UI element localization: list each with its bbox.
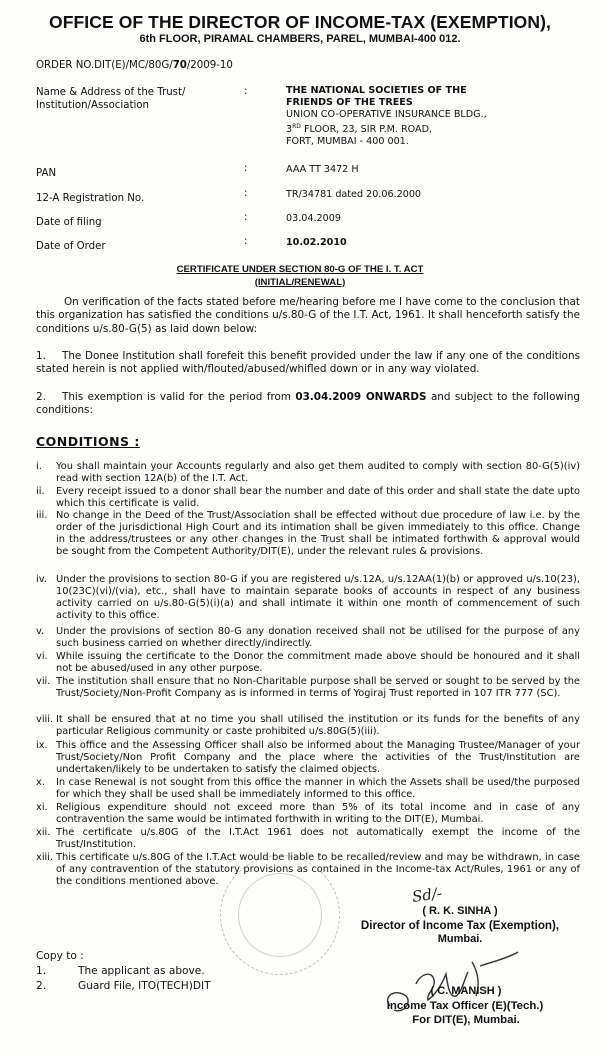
condition-item: ix. This office and the Assessing Officer shall also be informed about the Managing Trustee/Manager of your Trust/Society/Non Profit Company and the place where the activities of the Trust/Institution are undertaken/likely to be undertaken to satisfy the claimed objects. xyxy=(36,740,580,776)
conditions-heading: CONDITIONS : xyxy=(36,434,140,449)
filing-date-value: 03.04.2009 xyxy=(286,213,341,224)
income-tax-certificate: OFFICE OF THE DIRECTOR OF INCOME-TAX (EXEMPTION), 6th FLOOR, PIRAMAL CHAMBERS, PAREL, MUMBAI-400 012. ORDER NO.DIT(E)/MC/80G/70/2009-10 Name & Address of the Trust/ Institution/Association : THE NATIONAL SOCIETIES OF THE FRIENDS OF THE TREES UNION CO-OPERATIVE INSURANCE BLDG., 3RD FLOOR, 23, SIR P.M. ROAD, FORT, MUMBAI - 400 001. PAN : AAA TT 3472 H 12-A Registration No. : TR/34781 dated 20.06.2000 Date of filing : 03.04.2009 Date of Order : 10.02.2010 CERTIFICATE UNDER SECTION 80-G OF THE I. T. ACT (INITIAL/RENEWAL) On verification of the facts stated before me/hearing before me I have come to the conclusion that this organization has satisfied the conditions u/s.80-G of the I.T. Act, 1961. It shall henceforth satisfy the conditions u/s.80-G(5) as laid down below: 1. The Donee Institution shall forefeit this benefit provided under the law if any one of the conditions stated herein is not applied with/flouted/abused/whifled down or in any way violated. 2. This exemption is valid for the period from 03.04.2009 ONWARDS and subject to the following conditions: CONDITIONS : i. You shall maintain your Accounts regularly and also get them audited to comply with section 80-G(5)(iv) read with section 12A(b) of the I.T. Act. ii. Every receipt issued to a donor shall bear the number and date of this order and shall state the date upto which this certificate is valid. iii. No change in the Deed of the Trust/Association shall be effected without due procedure of law i.e. by the order of the jurisdictional High Court and its intimation shall be given immediately to this office. Change in the address/trustees or any other changes in the Trust shall be intimated forthwith & approval would be sought from the Competent Authority/DIT(E), under the relevant rules & provisions. iv. Under the provisions to section 80-G if you are registered u/s.12A, u/s.12AA(1)(b) or approved u/s.10(23), 10(23C)(vi)/(via), etc., shall have to maintain separate books of accounts in respect of any business activity carried on u/s.80-G(5)(i)(a) and shall intimate it within one month of commencement of such activity to this office. v. Under the provisions of section 80-G any donation received shall not be utilised for the purpose of any such business carried on whether directly/indirectly. vi. While issuing the certificate to the Donor the commitment made above should be honoured and it shall not be abused/used in any other purpose. vii. The institution shall ensure that no Non-Charitable purpose shall be served or sought to be served by the Trust/Society/Non-Profit Company as is informed in terms of Yogiraj Trust reported in 107 ITR 777 (SC). viii. It shall be ensured that at no time you shall utilised the institution or its funds for the benefits of any particular Religious community or caste prohibited u/s.80G(5)(iii). ix. This office and the Assessing Officer shall also be informed about the Managing Trustee/Manager of your Trust/Society/Non Profit Company and the place where the activities of the Trust/Institution are undertaken/likely to be undertaken to satisfy the claimed objects. x. In case Renewal is not sought from this office the manner in which the Assets shall be used/the purposed for which they shall be used shall be immediately informed to this office. xi. Religious expenditure should not exceed more than 5% of its total income and in case of any contravention the same would be intimated forthwith in writing to the DIT(E), Mumbai. xii. The certificate u/s.80G of the I.T.Act 1961 does not automatically exempt the income of the Trust/Institution. xiii. This certificate u/s.80G of the I.T.Act would be liable to be recalled/review and may be withdrawn, in case of any contravention of the statutory provisions as contained in the Income-tax Act/Rules, 1961 or any of the conditions mentioned above. Sd/- ( R. K. SINHA ) Director of Income Tax (Exemption), Mumbai. ( C. MANISH ) Income Tax Officer (E)(Tech.) For DIT(E), Mumbai. Copy to : 1. The applicant as above. 2. Guard File, ITO(TECH)DIT xyxy=(0,0,600,1056)
trust-name-label: Name & Address of the Trust/ Institution/Association xyxy=(36,87,186,111)
office-title: OFFICE OF THE DIRECTOR OF INCOME-TAX (EXEMPTION), xyxy=(48,12,552,32)
condition-item: iii. No change in the Deed of the Trust/Association shall be effected without due procedure of law i.e. by the order of the jurisdictional High Court and its intimation shall be given immediately to this office. Change in the address/trustees or any other changes in the Trust shall be intimated forthwith & approval would be sought from the Competent Authority/DIT(E), under the relevant rules & provisions. xyxy=(36,510,580,558)
condition-item: ii. Every receipt issued to a donor shall bear the number and date of this order and shall state the date upto which this certificate is valid. xyxy=(36,486,580,510)
condition-item: vi. While issuing the certificate to the Donor the commitment made above should be honoured and it shall not be abused/used in any other purpose. xyxy=(36,651,580,675)
certificate-title: CERTIFICATE UNDER SECTION 80-G OF THE I. T. ACT (INITIAL/RENEWAL) xyxy=(176,264,424,288)
colon: : xyxy=(244,236,248,247)
colon: : xyxy=(244,86,248,97)
intro-paragraph: On verification of the facts stated before me/hearing before me I have come to the conclusion that this organization has satisfied the conditions u/s.80-G of the I.T. Act, 1961. It shall henceforth satisfy the conditions u/s.80-G(5) as laid down below: xyxy=(36,296,580,335)
point-2: 2. This exemption is valid for the period from 03.04.2009 ONWARDS and subject to the following conditions: xyxy=(36,391,580,417)
condition-item: iv. Under the provisions to section 80-G if you are registered u/s.12A, u/s.12AA(1)(b) or approved u/s.10(23), 10(23C)(vi)/(via), etc., shall have to maintain separate books of accounts in respect of any business activity carried on u/s.80-G(5)(i)(a) and shall intimate it within one month of commencement of such activity to this office. xyxy=(36,574,580,622)
condition-item: xii. The certificate u/s.80G of the I.T.Act 1961 does not automatically exempt the income of the Trust/Institution. xyxy=(36,827,580,851)
ito-title: Income Tax Officer (E)(Tech.) xyxy=(386,1000,544,1012)
colon: : xyxy=(244,188,248,199)
pan-value: AAA TT 3472 H xyxy=(286,164,359,175)
signatory-place: Mumbai. xyxy=(437,933,483,945)
order-number: ORDER NO.DIT(E)/MC/80G/70/2009-10 xyxy=(36,60,233,71)
condition-item: viii. It shall be ensured that at no time you shall utilised the institution or its funds for the benefits of any particular Religious community or caste prohibited u/s.80G(5)(iii). xyxy=(36,714,580,738)
ito-place: For DIT(E), Mumbai. xyxy=(412,1014,520,1026)
colon: : xyxy=(244,163,248,174)
registration-value: TR/34781 dated 20.06.2000 xyxy=(286,189,422,200)
handwritten-signature xyxy=(376,944,526,1024)
condition-item: x. In case Renewal is not sought from this office the manner in which the Assets shall be used/the purposed for which they shall be used shall be immediately informed to this office. xyxy=(36,777,580,801)
office-address: 6th FLOOR, PIRAMAL CHAMBERS, PAREL, MUMBAI-400 012. xyxy=(139,33,461,45)
ito-name: ( C. MANISH ) xyxy=(430,985,502,997)
order-date-value: 10.02.2010 xyxy=(286,237,347,248)
trust-name-address: THE NATIONAL SOCIETIES OF THE FRIENDS OF THE TREES UNION CO-OPERATIVE INSURANCE BLDG., 3RD FLOOR, 23, SIR P.M. ROAD, FORT, MUMBAI - 400 001. xyxy=(286,85,487,148)
condition-item: vii. The institution shall ensure that no Non-Charitable purpose shall be served or sought to be served by the Trust/Society/Non-Profit Company as is informed in terms of Yogiraj Trust reported in 107 ITR 777 (SC). xyxy=(36,676,580,700)
handwritten-sd: Sd/- xyxy=(410,884,444,906)
condition-item: i. You shall maintain your Accounts regularly and also get them audited to comply with section 80-G(5)(iv) read with section 12A(b) of the I.T. Act. xyxy=(36,461,580,485)
condition-item: xi. Religious expenditure should not exceed more than 5% of its total income and in case of any contravention the same would be intimated forthwith in writing to the DIT(E), Mumbai. xyxy=(36,802,580,826)
point-1: 1. The Donee Institution shall forefeit this benefit provided under the law if any one of the conditions stated herein is not applied with/flouted/abused/whifled down or in any way violated. xyxy=(36,350,580,376)
signatory-name: ( R. K. SINHA ) xyxy=(422,905,498,917)
signatory-title: Director of Income Tax (Exemption), xyxy=(360,919,560,932)
pan-label: PAN xyxy=(36,168,57,179)
condition-item: xiii. This certificate u/s.80G of the I.T.Act would be liable to be recalled/review and may be withdrawn, in case of any contravention of the statutory provisions as contained in the Income-tax Act/Rules, 1961 or any of the conditions mentioned above. xyxy=(36,852,580,888)
colon: : xyxy=(244,212,248,223)
office-seal-inner-icon xyxy=(238,873,322,957)
filing-date-label: Date of filing xyxy=(36,217,102,228)
registration-label: 12-A Registration No. xyxy=(36,193,145,204)
order-date-label: Date of Order xyxy=(36,241,106,252)
copy-to-label: Copy to : xyxy=(36,950,84,962)
condition-item: v. Under the provisions of section 80-G any donation received shall not be utilised for the purpose of any such business carried on whether directly/indirectly. xyxy=(36,626,580,650)
